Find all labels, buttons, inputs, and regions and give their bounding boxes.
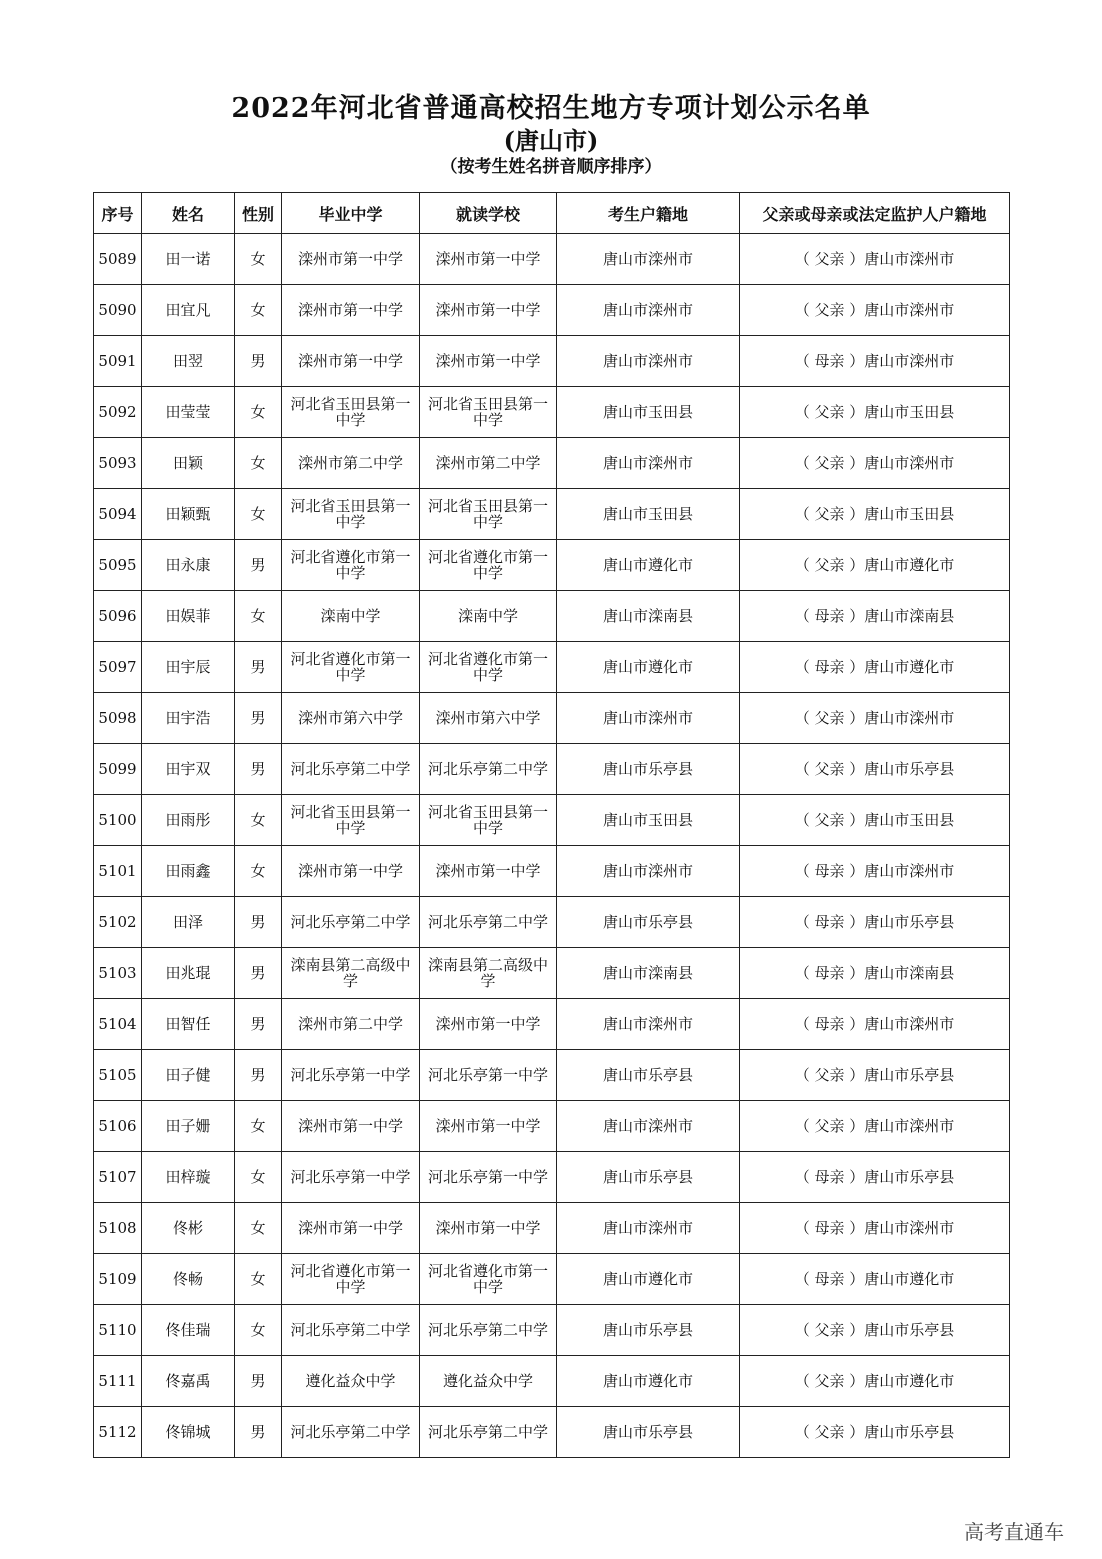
cell-current-school: 滦州市第一中学 [420, 285, 557, 336]
cell-household-registration: 唐山市乐亭县 [557, 1407, 740, 1458]
cell-index: 5095 [94, 540, 142, 591]
cell-index: 5099 [94, 744, 142, 795]
cell-name: 田宇浩 [142, 693, 235, 744]
column-header-gender: 性别 [235, 193, 282, 234]
table-row [94, 642, 1010, 693]
watermark: 高考直通车 [964, 1520, 1064, 1544]
cell-gender: 女 [235, 1203, 282, 1254]
cell-household-registration: 唐山市玉田县 [557, 489, 740, 540]
cell-household-registration: 唐山市滦州市 [557, 846, 740, 897]
cell-household-registration: 唐山市玉田县 [557, 795, 740, 846]
table-row [94, 795, 1010, 846]
cell-index: 5089 [94, 234, 142, 285]
cell-name: 田子姗 [142, 1101, 235, 1152]
cell-guardian-registration: （ 父亲 ）唐山市乐亭县 [740, 744, 1010, 795]
cell-household-registration: 唐山市遵化市 [557, 1254, 740, 1305]
cell-name: 田雨彤 [142, 795, 235, 846]
cell-guardian-registration: （ 父亲 ）唐山市滦州市 [740, 693, 1010, 744]
cell-guardian-registration: （ 父亲 ）唐山市滦州市 [740, 1101, 1010, 1152]
cell-index: 5110 [94, 1305, 142, 1356]
table-row [94, 234, 1010, 285]
cell-gender: 男 [235, 540, 282, 591]
cell-index: 5111 [94, 1356, 142, 1407]
cell-guardian-registration: （ 母亲 ）唐山市滦南县 [740, 948, 1010, 999]
cell-gender: 女 [235, 846, 282, 897]
cell-index: 5100 [94, 795, 142, 846]
cell-guardian-registration: （ 父亲 ）唐山市遵化市 [740, 1356, 1010, 1407]
cell-guardian-registration: （ 母亲 ）唐山市滦州市 [740, 336, 1010, 387]
cell-graduation-school: 河北省遵化市第一中学 [282, 642, 420, 693]
cell-name: 田子健 [142, 1050, 235, 1101]
table-row [94, 1254, 1010, 1305]
cell-gender: 女 [235, 285, 282, 336]
column-header-index: 序号 [94, 193, 142, 234]
cell-current-school: 遵化益众中学 [420, 1356, 557, 1407]
cell-gender: 男 [235, 1050, 282, 1101]
cell-name: 田宜凡 [142, 285, 235, 336]
cell-household-registration: 唐山市滦州市 [557, 999, 740, 1050]
cell-gender: 女 [235, 387, 282, 438]
cell-current-school: 河北省遵化市第一中学 [420, 540, 557, 591]
table-row [94, 540, 1010, 591]
cell-graduation-school: 滦州市第一中学 [282, 1203, 420, 1254]
cell-graduation-school: 河北乐亭第二中学 [282, 744, 420, 795]
cell-index: 5097 [94, 642, 142, 693]
cell-household-registration: 唐山市滦南县 [557, 591, 740, 642]
cell-gender: 女 [235, 489, 282, 540]
table-row [94, 846, 1010, 897]
cell-gender: 女 [235, 234, 282, 285]
table-header-row [94, 193, 1010, 234]
table-row [94, 999, 1010, 1050]
cell-guardian-registration: （ 父亲 ）唐山市滦州市 [740, 285, 1010, 336]
cell-guardian-registration: （ 父亲 ）唐山市乐亭县 [740, 1050, 1010, 1101]
cell-gender: 男 [235, 948, 282, 999]
cell-current-school: 河北乐亭第二中学 [420, 1407, 557, 1458]
cell-current-school: 滦州市第一中学 [420, 999, 557, 1050]
cell-name: 田永康 [142, 540, 235, 591]
cell-guardian-registration: （ 父亲 ）唐山市滦州市 [740, 234, 1010, 285]
cell-household-registration: 唐山市乐亭县 [557, 1152, 740, 1203]
table-row [94, 489, 1010, 540]
cell-household-registration: 唐山市滦南县 [557, 948, 740, 999]
cell-name: 田泽 [142, 897, 235, 948]
page-title: 2022年河北省普通高校招生地方专项计划公示名单 [231, 93, 871, 124]
cell-name: 田翌 [142, 336, 235, 387]
cell-current-school: 河北乐亭第一中学 [420, 1050, 557, 1101]
cell-household-registration: 唐山市遵化市 [557, 540, 740, 591]
cell-graduation-school: 河北乐亭第二中学 [282, 1407, 420, 1458]
cell-household-registration: 唐山市遵化市 [557, 1356, 740, 1407]
cell-index: 5105 [94, 1050, 142, 1101]
cell-graduation-school: 滦州市第六中学 [282, 693, 420, 744]
cell-current-school: 河北省玉田县第一中学 [420, 489, 557, 540]
cell-name: 田梓璇 [142, 1152, 235, 1203]
cell-gender: 男 [235, 1407, 282, 1458]
cell-current-school: 河北乐亭第二中学 [420, 744, 557, 795]
cell-household-registration: 唐山市滦州市 [557, 1101, 740, 1152]
cell-name: 田颖甄 [142, 489, 235, 540]
cell-guardian-registration: （ 母亲 ）唐山市滦州市 [740, 999, 1010, 1050]
cell-index: 5093 [94, 438, 142, 489]
cell-guardian-registration: （ 父亲 ）唐山市滦州市 [740, 438, 1010, 489]
cell-index: 5104 [94, 999, 142, 1050]
cell-household-registration: 唐山市滦州市 [557, 336, 740, 387]
cell-index: 5112 [94, 1407, 142, 1458]
cell-current-school: 河北乐亭第一中学 [420, 1152, 557, 1203]
cell-name: 佟佳瑞 [142, 1305, 235, 1356]
cell-current-school: 滦州市第六中学 [420, 693, 557, 744]
cell-household-registration: 唐山市乐亭县 [557, 897, 740, 948]
cell-name: 田雨鑫 [142, 846, 235, 897]
cell-guardian-registration: （ 母亲 ）唐山市滦州市 [740, 846, 1010, 897]
cell-index: 5106 [94, 1101, 142, 1152]
cell-index: 5107 [94, 1152, 142, 1203]
cell-graduation-school: 河北省遵化市第一中学 [282, 1254, 420, 1305]
cell-gender: 女 [235, 1101, 282, 1152]
table-row [94, 438, 1010, 489]
cell-guardian-registration: （ 父亲 ）唐山市玉田县 [740, 387, 1010, 438]
table-row [94, 1356, 1010, 1407]
cell-graduation-school: 滦州市第一中学 [282, 846, 420, 897]
cell-current-school: 滦南县第二高级中学 [420, 948, 557, 999]
cell-graduation-school: 河北乐亭第二中学 [282, 897, 420, 948]
cell-name: 田兆琨 [142, 948, 235, 999]
cell-current-school: 河北省遵化市第一中学 [420, 642, 557, 693]
cell-graduation-school: 滦南中学 [282, 591, 420, 642]
cell-guardian-registration: （ 母亲 ）唐山市遵化市 [740, 1254, 1010, 1305]
page-subtitle: (唐山市) [503, 126, 599, 155]
column-header-graduation-school: 毕业中学 [282, 193, 420, 234]
column-header-household-registration: 考生户籍地 [557, 193, 740, 234]
table-row [94, 1305, 1010, 1356]
cell-gender: 男 [235, 1356, 282, 1407]
cell-name: 佟锦城 [142, 1407, 235, 1458]
cell-current-school: 滦南中学 [420, 591, 557, 642]
cell-current-school: 滦州市第一中学 [420, 336, 557, 387]
cell-current-school: 滦州市第一中学 [420, 1203, 557, 1254]
cell-graduation-school: 河北乐亭第二中学 [282, 1305, 420, 1356]
cell-gender: 男 [235, 336, 282, 387]
cell-gender: 男 [235, 897, 282, 948]
table-row [94, 897, 1010, 948]
table-body [94, 234, 1010, 1458]
cell-index: 5091 [94, 336, 142, 387]
cell-graduation-school: 河北省遵化市第一中学 [282, 540, 420, 591]
cell-current-school: 河北省遵化市第一中学 [420, 1254, 557, 1305]
cell-index: 5096 [94, 591, 142, 642]
cell-guardian-registration: （ 母亲 ）唐山市滦州市 [740, 1203, 1010, 1254]
table-row [94, 336, 1010, 387]
cell-graduation-school: 滦州市第一中学 [282, 336, 420, 387]
cell-name: 田颖 [142, 438, 235, 489]
cell-graduation-school: 滦州市第二中学 [282, 438, 420, 489]
cell-name: 田智任 [142, 999, 235, 1050]
cell-guardian-registration: （ 父亲 ）唐山市玉田县 [740, 795, 1010, 846]
cell-name: 佟彬 [142, 1203, 235, 1254]
cell-gender: 女 [235, 1305, 282, 1356]
table-row [94, 744, 1010, 795]
cell-index: 5094 [94, 489, 142, 540]
column-header-name: 姓名 [142, 193, 235, 234]
cell-guardian-registration: （ 父亲 ）唐山市乐亭县 [740, 1305, 1010, 1356]
table-row [94, 1101, 1010, 1152]
cell-guardian-registration: （ 母亲 ）唐山市乐亭县 [740, 897, 1010, 948]
cell-gender: 女 [235, 795, 282, 846]
cell-household-registration: 唐山市乐亭县 [557, 1305, 740, 1356]
table-row [94, 387, 1010, 438]
cell-gender: 女 [235, 591, 282, 642]
cell-index: 5109 [94, 1254, 142, 1305]
cell-graduation-school: 滦州市第一中学 [282, 234, 420, 285]
cell-household-registration: 唐山市乐亭县 [557, 744, 740, 795]
cell-graduation-school: 河北乐亭第一中学 [282, 1050, 420, 1101]
cell-gender: 男 [235, 744, 282, 795]
cell-household-registration: 唐山市滦州市 [557, 285, 740, 336]
cell-gender: 女 [235, 1254, 282, 1305]
table-row [94, 693, 1010, 744]
cell-gender: 女 [235, 438, 282, 489]
cell-index: 5098 [94, 693, 142, 744]
table-row [94, 285, 1010, 336]
cell-household-registration: 唐山市滦州市 [557, 1203, 740, 1254]
cell-household-registration: 唐山市玉田县 [557, 387, 740, 438]
cell-name: 田一诺 [142, 234, 235, 285]
cell-guardian-registration: （ 母亲 ）唐山市遵化市 [740, 642, 1010, 693]
cell-guardian-registration: （ 母亲 ）唐山市乐亭县 [740, 1152, 1010, 1203]
cell-gender: 男 [235, 693, 282, 744]
cell-current-school: 滦州市第一中学 [420, 1101, 557, 1152]
cell-name: 田宇辰 [142, 642, 235, 693]
cell-graduation-school: 河北乐亭第一中学 [282, 1152, 420, 1203]
cell-name: 田娱菲 [142, 591, 235, 642]
cell-index: 5102 [94, 897, 142, 948]
cell-index: 5090 [94, 285, 142, 336]
admission-list-table [93, 192, 1010, 1458]
cell-graduation-school: 河北省玉田县第一中学 [282, 489, 420, 540]
table-row [94, 1152, 1010, 1203]
cell-graduation-school: 滦州市第一中学 [282, 285, 420, 336]
cell-guardian-registration: （ 父亲 ）唐山市玉田县 [740, 489, 1010, 540]
column-header-current-school: 就读学校 [420, 193, 557, 234]
column-header-guardian-registration: 父亲或母亲或法定监护人户籍地 [740, 193, 1010, 234]
cell-gender: 女 [235, 1152, 282, 1203]
cell-name: 佟畅 [142, 1254, 235, 1305]
table-row [94, 591, 1010, 642]
cell-household-registration: 唐山市遵化市 [557, 642, 740, 693]
cell-household-registration: 唐山市滦州市 [557, 438, 740, 489]
cell-current-school: 滦州市第一中学 [420, 846, 557, 897]
cell-name: 田宇双 [142, 744, 235, 795]
cell-index: 5108 [94, 1203, 142, 1254]
cell-graduation-school: 遵化益众中学 [282, 1356, 420, 1407]
cell-guardian-registration: （ 母亲 ）唐山市滦南县 [740, 591, 1010, 642]
cell-guardian-registration: （ 父亲 ）唐山市遵化市 [740, 540, 1010, 591]
table-row [94, 948, 1010, 999]
table-row [94, 1407, 1010, 1458]
cell-current-school: 滦州市第一中学 [420, 234, 557, 285]
table-row [94, 1050, 1010, 1101]
cell-graduation-school: 河北省玉田县第一中学 [282, 387, 420, 438]
cell-guardian-registration: （ 父亲 ）唐山市乐亭县 [740, 1407, 1010, 1458]
cell-current-school: 河北省玉田县第一中学 [420, 387, 557, 438]
cell-index: 5101 [94, 846, 142, 897]
cell-gender: 男 [235, 999, 282, 1050]
cell-current-school: 河北乐亭第二中学 [420, 897, 557, 948]
cell-index: 5092 [94, 387, 142, 438]
cell-graduation-school: 滦州市第二中学 [282, 999, 420, 1050]
cell-graduation-school: 滦州市第一中学 [282, 1101, 420, 1152]
cell-household-registration: 唐山市乐亭县 [557, 1050, 740, 1101]
cell-household-registration: 唐山市滦州市 [557, 234, 740, 285]
cell-graduation-school: 滦南县第二高级中学 [282, 948, 420, 999]
cell-index: 5103 [94, 948, 142, 999]
table-row [94, 1203, 1010, 1254]
cell-gender: 男 [235, 642, 282, 693]
cell-current-school: 河北乐亭第二中学 [420, 1305, 557, 1356]
cell-current-school: 河北省玉田县第一中学 [420, 795, 557, 846]
cell-name: 佟嘉禹 [142, 1356, 235, 1407]
sort-note: （按考生姓名拼音顺序排序） [440, 157, 662, 177]
cell-current-school: 滦州市第二中学 [420, 438, 557, 489]
cell-household-registration: 唐山市滦州市 [557, 693, 740, 744]
cell-graduation-school: 河北省玉田县第一中学 [282, 795, 420, 846]
cell-name: 田莹莹 [142, 387, 235, 438]
